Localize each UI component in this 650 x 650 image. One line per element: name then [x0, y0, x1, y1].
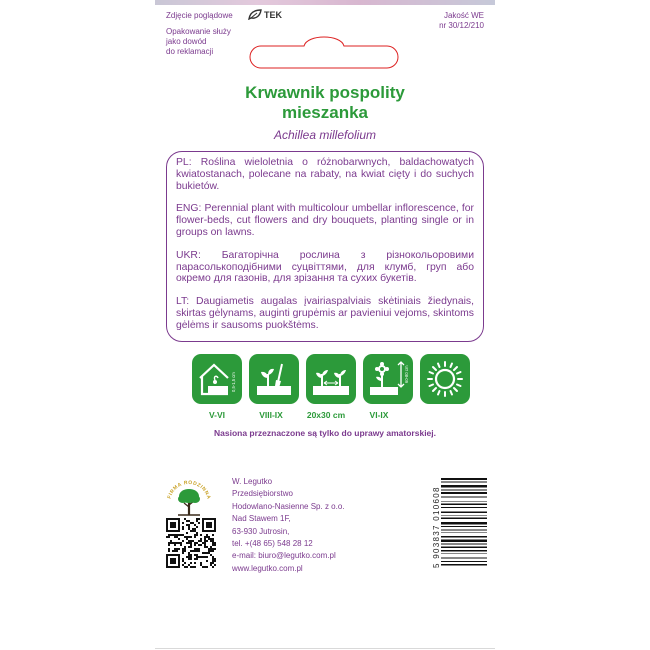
company-phone: tel. +(48 65) 548 28 12	[232, 539, 313, 549]
batch-number: nr 30/12/210	[439, 21, 484, 30]
complaint-note	[166, 27, 248, 57]
hang-hole-outline	[249, 30, 399, 70]
family-company-logo	[164, 477, 214, 517]
company-line: Hodowlano-Nasienne Sp. z o.o.	[232, 501, 345, 511]
description-en: ENG: Perennial plant with multicolour umbellar inflorescence, for flower-beds, cut flowers and dry bouquets, planting single or in groups on lawns.	[176, 203, 474, 238]
company-name: W. Legutko	[232, 477, 273, 486]
tek-label: TEK	[264, 9, 282, 20]
plant-spacing-icon	[308, 356, 354, 402]
transplant-icon	[251, 356, 297, 402]
quality-label: Jakość WE	[443, 11, 484, 20]
photo-note: Zdjęcie poglądowe	[166, 11, 233, 20]
cultivation-icons	[192, 354, 470, 404]
amateur-notice: Nasiona przeznaczone są tylko do uprawy amatorskiej.	[213, 428, 437, 438]
sun-tile	[420, 354, 470, 404]
flowering-height-icon	[365, 356, 411, 402]
company-city: 63-930 Jutrosin,	[232, 526, 290, 536]
product-subtitle: mieszanka	[282, 103, 368, 122]
company-email[interactable]: e-mail: biuro@legutko.com.pl	[232, 551, 336, 561]
description-lt: LT: Daugiametis augalas įvairiaspalviais skėtiniais žiedynais, skirtas gėlynams, auginti grupėmis ar pavieniui vejoms, skintoms gėlėms ir sausoms puokštėms.	[176, 296, 474, 331]
complaint-line: Opakowanie służy	[166, 27, 231, 36]
plant-height-text: 60-80 cm	[404, 365, 409, 383]
qr-code[interactable]	[166, 518, 216, 568]
spacing-tile	[306, 354, 356, 404]
company-street: Nad Stawem 1F,	[232, 514, 291, 524]
quality-info	[439, 11, 484, 31]
company-website[interactable]: www.legutko.com.pl	[232, 563, 303, 573]
flowering-months: VI-IX	[369, 410, 389, 420]
spacing-value: 20x30 cm	[306, 410, 346, 420]
company-address	[232, 476, 345, 575]
ean-barcode	[435, 478, 487, 568]
transplant-tile	[249, 354, 299, 404]
sowing-depth-text: 0,5-1,5 cm	[231, 372, 236, 392]
tek-badge	[248, 9, 282, 20]
bottom-edge	[155, 648, 495, 649]
sowing-tile	[192, 354, 242, 404]
complaint-line: jako dowód	[166, 37, 207, 46]
logo-text: FIRMA RODZINNA	[166, 479, 212, 501]
company-line: Przedsiębiorstwo	[232, 489, 293, 499]
leaf-icon	[248, 9, 262, 20]
description-box	[166, 151, 484, 342]
latin-name: Achillea millefolium	[273, 128, 377, 142]
description-ukr: UKR: Багаторічна рослина з різнокольоровими парасолькоподібними суцвіттями, для клумб, груп або окремо для газонів, для зрізання та сухих букетів.	[176, 249, 474, 285]
product-title: Krwawnik pospolity	[245, 83, 405, 102]
greenhouse-sowing-icon	[194, 356, 240, 402]
sun-icon	[422, 356, 468, 402]
barcode-number: 5 903837 010608	[432, 486, 441, 568]
complaint-line: do reklamacji	[166, 47, 214, 56]
product-photo-strip	[155, 0, 495, 5]
sowing-months: V-VI	[208, 410, 226, 420]
flowering-tile	[363, 354, 413, 404]
description-pl: PL: Roślina wieloletnia o różnobarwnych, baldachowatych kwiatostanach, polecane na rabaty, na kwiat cięty i do suchych bukietów.	[176, 157, 474, 192]
transplant-months: VIII-IX	[259, 410, 283, 420]
